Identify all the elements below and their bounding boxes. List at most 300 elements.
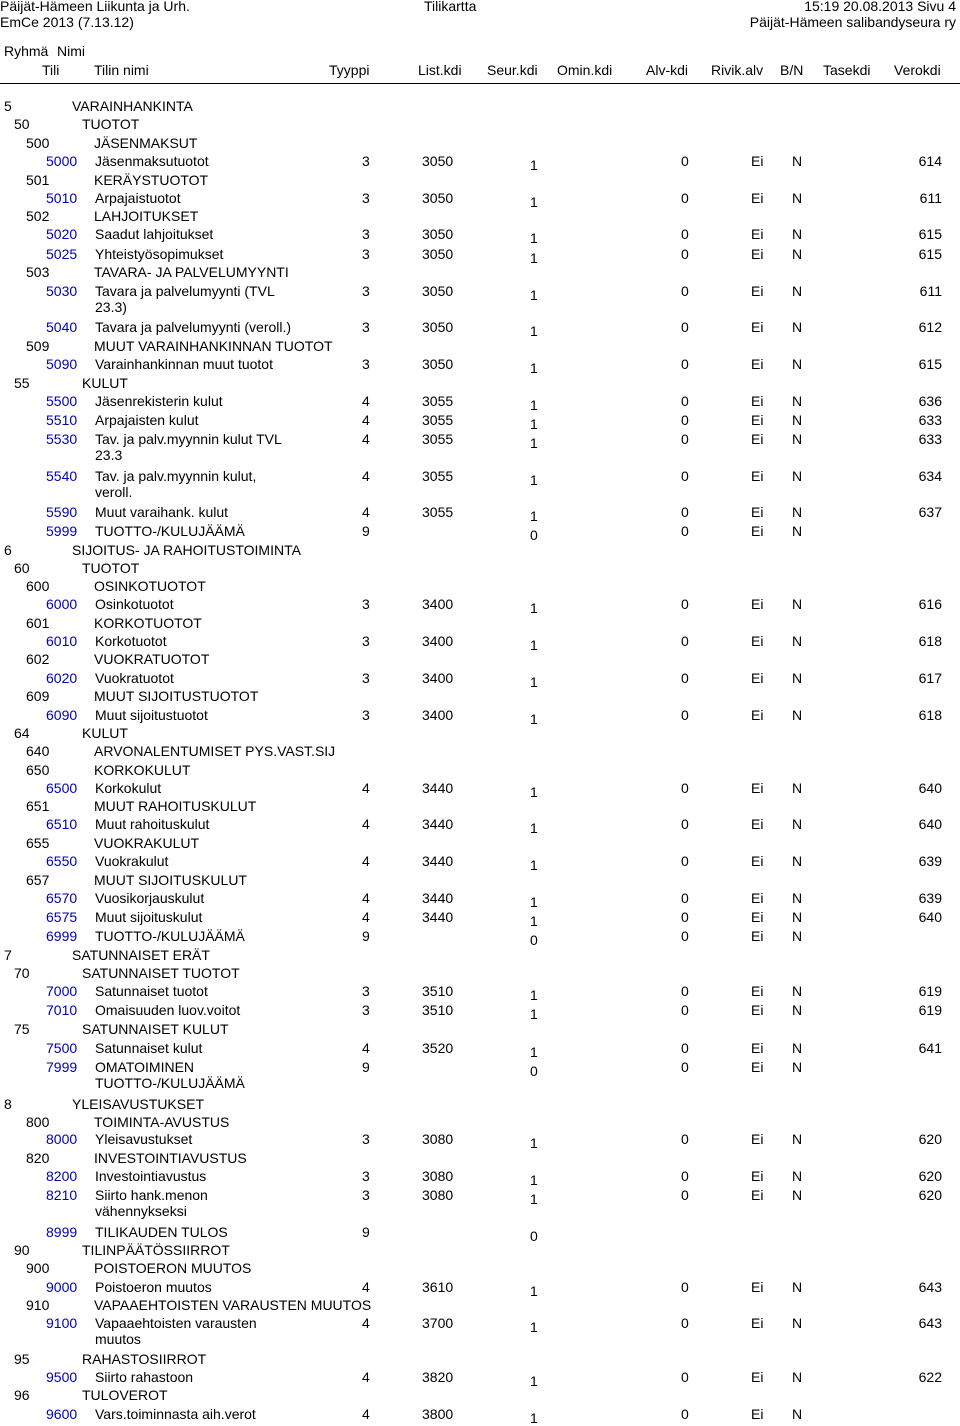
col-verokdi: Verokdi bbox=[894, 62, 941, 78]
omin-kdi: 0 bbox=[681, 816, 689, 832]
account-number: 5590 bbox=[46, 504, 78, 520]
omin-kdi: 0 bbox=[681, 283, 689, 299]
omin-kdi: 0 bbox=[681, 226, 689, 242]
bn-flag: N bbox=[792, 853, 803, 869]
group-row bbox=[0, 578, 960, 596]
account-number: 5020 bbox=[46, 226, 78, 242]
alv-kdi: Ei bbox=[751, 983, 764, 999]
omin-kdi: 0 bbox=[681, 780, 689, 796]
group-name: SATUNNAISET KULUT bbox=[82, 1021, 229, 1037]
group-row bbox=[0, 965, 960, 983]
account-name: Varainhankinnan muut tuotot bbox=[95, 356, 273, 372]
account-row[interactable] bbox=[0, 1168, 960, 1186]
group-name: SIJOITUS- JA RAHOITUSTOIMINTA bbox=[72, 542, 301, 558]
bn-flag: N bbox=[792, 1168, 803, 1184]
alv-kdi: Ei bbox=[751, 1040, 764, 1056]
account-name: Tavara ja palvelumyynti (TVL bbox=[95, 283, 275, 299]
account-name: Saadut lahjoitukset bbox=[95, 226, 214, 242]
verokdi: 633 bbox=[918, 431, 942, 447]
group-code: 651 bbox=[26, 798, 50, 814]
col-bn: B/N bbox=[780, 62, 804, 78]
alv-kdi: Ei bbox=[751, 1168, 764, 1184]
account-name: Poistoeron muutos bbox=[95, 1279, 212, 1295]
verokdi: 620 bbox=[918, 1187, 942, 1203]
account-row[interactable] bbox=[0, 1315, 960, 1347]
account-name: Arpajaisten kulut bbox=[95, 412, 199, 428]
account-number: 9100 bbox=[46, 1315, 78, 1331]
account-number: 9500 bbox=[46, 1369, 78, 1385]
verokdi: 640 bbox=[918, 816, 942, 832]
group-name: OSINKOTUOTOT bbox=[94, 578, 206, 594]
bn-flag: N bbox=[792, 412, 803, 428]
list-kdi: 3050 bbox=[422, 246, 454, 262]
account-name: Siirto rahastoon bbox=[95, 1369, 194, 1385]
group-name: KORKOKULUT bbox=[94, 762, 191, 778]
bn-flag: N bbox=[792, 1059, 803, 1075]
account-name: Satunnaiset kulut bbox=[95, 1040, 203, 1056]
account-row[interactable] bbox=[0, 909, 960, 927]
alv-kdi: Ei bbox=[751, 412, 764, 428]
account-number: 6999 bbox=[46, 928, 78, 944]
account-name-continued: TUOTTO-/KULUJÄÄMÄ bbox=[95, 1075, 245, 1091]
verokdi: 615 bbox=[918, 246, 942, 262]
group-name: TULOVEROT bbox=[82, 1387, 168, 1403]
account-type: 4 bbox=[362, 909, 370, 925]
group-code: 601 bbox=[26, 615, 50, 631]
bn-flag: N bbox=[792, 226, 803, 242]
account-type: 3 bbox=[362, 226, 370, 242]
list-kdi: 3055 bbox=[422, 431, 454, 447]
account-row[interactable] bbox=[0, 393, 960, 411]
group-name: MUUT VARAINHANKINNAN TUOTOT bbox=[94, 338, 333, 354]
account-row[interactable] bbox=[0, 431, 960, 463]
list-kdi: 3055 bbox=[422, 504, 454, 520]
group-name: VARAINHANKINTA bbox=[72, 98, 193, 114]
list-kdi: 3400 bbox=[422, 633, 454, 649]
account-name: Osinkotuotot bbox=[95, 596, 174, 612]
seur-kdi: 1 bbox=[530, 157, 538, 173]
account-number: 5510 bbox=[46, 412, 78, 428]
bn-flag: N bbox=[792, 816, 803, 832]
col-name: Nimi bbox=[57, 43, 85, 59]
header-divider bbox=[0, 83, 960, 84]
group-code: 500 bbox=[26, 135, 50, 151]
verokdi: 614 bbox=[918, 153, 942, 169]
omin-kdi: 0 bbox=[681, 431, 689, 447]
account-type: 3 bbox=[362, 1002, 370, 1018]
verokdi: 639 bbox=[918, 890, 942, 906]
account-row[interactable] bbox=[0, 1002, 960, 1020]
group-code: 5 bbox=[4, 98, 12, 114]
bn-flag: N bbox=[792, 504, 803, 520]
bn-flag: N bbox=[792, 431, 803, 447]
account-row[interactable] bbox=[0, 983, 960, 1001]
list-kdi: 3055 bbox=[422, 412, 454, 428]
account-type: 4 bbox=[362, 853, 370, 869]
col-account: Tili bbox=[42, 62, 60, 78]
bn-flag: N bbox=[792, 1002, 803, 1018]
account-number: 5500 bbox=[46, 393, 78, 409]
alv-kdi: Ei bbox=[751, 504, 764, 520]
list-kdi: 3800 bbox=[422, 1406, 454, 1422]
group-row bbox=[0, 651, 960, 669]
alv-kdi: Ei bbox=[751, 1002, 764, 1018]
col-rivik-alv: Rivik.alv bbox=[711, 62, 764, 78]
account-row[interactable] bbox=[0, 1131, 960, 1149]
group-code: 900 bbox=[26, 1260, 50, 1276]
group-row bbox=[0, 743, 960, 761]
account-row[interactable] bbox=[0, 816, 960, 834]
group-row bbox=[0, 1297, 960, 1315]
group-row bbox=[0, 542, 960, 560]
alv-kdi: Ei bbox=[751, 1315, 764, 1331]
account-type: 4 bbox=[362, 890, 370, 906]
group-code: 600 bbox=[26, 578, 50, 594]
account-row[interactable] bbox=[0, 670, 960, 688]
account-number: 5540 bbox=[46, 468, 78, 484]
group-name: MUUT RAHOITUSKULUT bbox=[94, 798, 257, 814]
list-kdi: 3050 bbox=[422, 153, 454, 169]
account-type: 3 bbox=[362, 707, 370, 723]
seur-kdi: 1 bbox=[530, 674, 538, 690]
alv-kdi: Ei bbox=[751, 431, 764, 447]
group-code: 75 bbox=[14, 1021, 30, 1037]
group-name: JÄSENMAKSUT bbox=[94, 135, 198, 151]
bn-flag: N bbox=[792, 707, 803, 723]
seur-kdi: 1 bbox=[530, 397, 538, 413]
verokdi: 643 bbox=[918, 1315, 942, 1331]
account-type: 4 bbox=[362, 1315, 370, 1331]
bn-flag: N bbox=[792, 356, 803, 372]
group-code: 70 bbox=[14, 965, 30, 981]
account-row[interactable] bbox=[0, 523, 960, 541]
group-row bbox=[0, 116, 960, 134]
bn-flag: N bbox=[792, 1315, 803, 1331]
col-account-name: Tilin nimi bbox=[94, 62, 149, 78]
omin-kdi: 0 bbox=[681, 1315, 689, 1331]
list-kdi: 3055 bbox=[422, 393, 454, 409]
list-kdi: 3820 bbox=[422, 1369, 454, 1385]
verokdi: 615 bbox=[918, 356, 942, 372]
account-row[interactable] bbox=[0, 1059, 960, 1091]
account-type: 3 bbox=[362, 190, 370, 206]
account-type: 3 bbox=[362, 983, 370, 999]
account-row[interactable] bbox=[0, 356, 960, 374]
verokdi: 611 bbox=[919, 190, 942, 206]
alv-kdi: Ei bbox=[751, 890, 764, 906]
seur-kdi: 1 bbox=[530, 435, 538, 451]
alv-kdi: Ei bbox=[751, 246, 764, 262]
col-list-kdi: List.kdi bbox=[418, 62, 462, 78]
account-name: Muut varaihank. kulut bbox=[95, 504, 229, 520]
group-code: 800 bbox=[26, 1114, 50, 1130]
omin-kdi: 0 bbox=[681, 1168, 689, 1184]
list-kdi: 3400 bbox=[422, 596, 454, 612]
account-row[interactable] bbox=[0, 1187, 960, 1219]
bn-flag: N bbox=[792, 633, 803, 649]
group-row bbox=[0, 172, 960, 190]
group-name: KERÄYSTUOTOT bbox=[94, 172, 209, 188]
group-code: 6 bbox=[4, 542, 12, 558]
account-name: Tavara ja palvelumyynti (veroll.) bbox=[95, 319, 292, 335]
omin-kdi: 0 bbox=[681, 1059, 689, 1075]
omin-kdi: 0 bbox=[681, 1002, 689, 1018]
group-row bbox=[0, 560, 960, 578]
alv-kdi: Ei bbox=[751, 523, 764, 539]
bn-flag: N bbox=[792, 890, 803, 906]
account-type: 4 bbox=[362, 504, 370, 520]
org-name: Päijät-Hämeen Liikunta ja Urh. bbox=[0, 0, 190, 14]
group-row bbox=[0, 1260, 960, 1278]
account-row[interactable] bbox=[0, 853, 960, 871]
account-row[interactable] bbox=[0, 1224, 960, 1242]
alv-kdi: Ei bbox=[751, 707, 764, 723]
account-name: Muut rahoituskulut bbox=[95, 816, 210, 832]
account-type: 4 bbox=[362, 468, 370, 484]
alv-kdi: Ei bbox=[751, 1059, 764, 1075]
account-row[interactable] bbox=[0, 504, 960, 522]
account-name: Omaisuuden luov.voitot bbox=[95, 1002, 241, 1018]
alv-kdi: Ei bbox=[751, 1187, 764, 1203]
group-row bbox=[0, 798, 960, 816]
seur-kdi: 1 bbox=[530, 600, 538, 616]
account-row[interactable] bbox=[0, 780, 960, 798]
account-row[interactable] bbox=[0, 633, 960, 651]
account-number: 5025 bbox=[46, 246, 78, 262]
account-row[interactable] bbox=[0, 707, 960, 725]
account-number: 8200 bbox=[46, 1168, 78, 1184]
group-row bbox=[0, 1114, 960, 1132]
account-name-continued: 23.3) bbox=[95, 299, 127, 315]
account-name: OMATOIMINEN bbox=[95, 1059, 195, 1075]
alv-kdi: Ei bbox=[751, 670, 764, 686]
bn-flag: N bbox=[792, 780, 803, 796]
seur-kdi: 1 bbox=[530, 323, 538, 339]
omin-kdi: 0 bbox=[681, 670, 689, 686]
account-row[interactable] bbox=[0, 928, 960, 946]
group-name: SATUNNAISET TUOTOT bbox=[82, 965, 240, 981]
omin-kdi: 0 bbox=[681, 1369, 689, 1385]
group-code: 602 bbox=[26, 651, 50, 667]
account-row[interactable] bbox=[0, 596, 960, 614]
list-kdi: 3050 bbox=[422, 190, 454, 206]
verokdi: 637 bbox=[918, 504, 942, 520]
account-name-continued: 23.3 bbox=[95, 447, 123, 463]
group-row bbox=[0, 725, 960, 743]
account-row[interactable] bbox=[0, 412, 960, 430]
account-number: 9000 bbox=[46, 1279, 78, 1295]
account-type: 3 bbox=[362, 153, 370, 169]
alv-kdi: Ei bbox=[751, 153, 764, 169]
group-row bbox=[0, 208, 960, 226]
group-row bbox=[0, 264, 960, 282]
bn-flag: N bbox=[792, 1040, 803, 1056]
group-name: TOIMINTA-AVUSTUS bbox=[94, 1114, 230, 1130]
account-row[interactable] bbox=[0, 319, 960, 337]
verokdi: 620 bbox=[918, 1131, 942, 1147]
omin-kdi: 0 bbox=[681, 319, 689, 335]
alv-kdi: Ei bbox=[751, 226, 764, 242]
account-type: 3 bbox=[362, 283, 370, 299]
seur-kdi: 1 bbox=[530, 857, 538, 873]
account-number: 7999 bbox=[46, 1059, 78, 1075]
omin-kdi: 0 bbox=[681, 1040, 689, 1056]
account-row[interactable] bbox=[0, 283, 960, 315]
verokdi: 617 bbox=[918, 670, 942, 686]
account-name: TUOTTO-/KULUJÄÄMÄ bbox=[95, 928, 245, 944]
seur-kdi: 0 bbox=[530, 1228, 538, 1244]
alv-kdi: Ei bbox=[751, 468, 764, 484]
seur-kdi: 1 bbox=[530, 1044, 538, 1060]
group-row bbox=[0, 947, 960, 965]
list-kdi: 3050 bbox=[422, 356, 454, 372]
group-name: KULUT bbox=[82, 375, 128, 391]
account-type: 4 bbox=[362, 393, 370, 409]
account-row[interactable] bbox=[0, 1406, 960, 1424]
alv-kdi: Ei bbox=[751, 283, 764, 299]
account-name: Satunnaiset tuotot bbox=[95, 983, 208, 999]
omin-kdi: 0 bbox=[681, 928, 689, 944]
list-kdi: 3610 bbox=[422, 1279, 454, 1295]
omin-kdi: 0 bbox=[681, 633, 689, 649]
account-type: 4 bbox=[362, 780, 370, 796]
account-row[interactable] bbox=[0, 190, 960, 208]
verokdi: 620 bbox=[918, 1168, 942, 1184]
group-code: 55 bbox=[14, 375, 30, 391]
group-code: 96 bbox=[14, 1387, 30, 1403]
account-number: 8000 bbox=[46, 1131, 78, 1147]
bn-flag: N bbox=[792, 1131, 803, 1147]
verokdi: 634 bbox=[918, 468, 942, 484]
alv-kdi: Ei bbox=[751, 928, 764, 944]
report-title: Tilikartta bbox=[424, 0, 477, 14]
group-row bbox=[0, 1351, 960, 1369]
verokdi: 618 bbox=[918, 707, 942, 723]
seur-kdi: 1 bbox=[530, 287, 538, 303]
account-number: 5530 bbox=[46, 431, 78, 447]
verokdi: 643 bbox=[918, 1279, 942, 1295]
omin-kdi: 0 bbox=[681, 356, 689, 372]
account-type: 3 bbox=[362, 633, 370, 649]
group-row bbox=[0, 762, 960, 780]
account-name: Jäsenmaksutuotot bbox=[95, 153, 209, 169]
group-name: TILINPÄÄTÖSSIIRROT bbox=[82, 1242, 230, 1258]
alv-kdi: Ei bbox=[751, 1369, 764, 1385]
account-number: 6500 bbox=[46, 780, 78, 796]
alv-kdi: Ei bbox=[751, 190, 764, 206]
account-row[interactable] bbox=[0, 226, 960, 244]
list-kdi: 3440 bbox=[422, 890, 454, 906]
group-code: 64 bbox=[14, 725, 30, 741]
seur-kdi: 1 bbox=[530, 360, 538, 376]
alv-kdi: Ei bbox=[751, 816, 764, 832]
account-row[interactable] bbox=[0, 153, 960, 171]
account-type: 9 bbox=[362, 1059, 370, 1075]
omin-kdi: 0 bbox=[681, 707, 689, 723]
omin-kdi: 0 bbox=[681, 523, 689, 539]
account-row[interactable] bbox=[0, 1279, 960, 1297]
account-name: Vars.toiminnasta aih.verot bbox=[95, 1406, 256, 1422]
group-row bbox=[0, 1150, 960, 1168]
group-name: TUOTOT bbox=[82, 560, 140, 576]
omin-kdi: 0 bbox=[681, 909, 689, 925]
omin-kdi: 0 bbox=[681, 1187, 689, 1203]
verokdi: 633 bbox=[918, 412, 942, 428]
verokdi: 616 bbox=[918, 596, 942, 612]
account-name: Vuosikorjauskulut bbox=[95, 890, 205, 906]
group-code: 7 bbox=[4, 947, 12, 963]
group-code: 95 bbox=[14, 1351, 30, 1367]
account-row[interactable] bbox=[0, 1040, 960, 1058]
account-row[interactable] bbox=[0, 246, 960, 264]
account-name: Siirto hank.menon bbox=[95, 1187, 208, 1203]
account-name: Korkotuotot bbox=[95, 633, 167, 649]
seur-kdi: 1 bbox=[530, 1191, 538, 1207]
omin-kdi: 0 bbox=[681, 853, 689, 869]
account-name: Investointiavustus bbox=[95, 1168, 207, 1184]
bn-flag: N bbox=[792, 283, 803, 299]
group-row bbox=[0, 375, 960, 393]
col-seur-kdi: Seur.kdi bbox=[487, 62, 538, 78]
account-type: 3 bbox=[362, 1131, 370, 1147]
group-code: 650 bbox=[26, 762, 50, 778]
verokdi: 640 bbox=[918, 909, 942, 925]
group-name: VUOKRAKULUT bbox=[94, 835, 200, 851]
list-kdi: 3700 bbox=[422, 1315, 454, 1331]
verokdi: 641 bbox=[918, 1040, 942, 1056]
omin-kdi: 0 bbox=[681, 1131, 689, 1147]
account-name-continued: vähennykseksi bbox=[95, 1203, 187, 1219]
account-row[interactable] bbox=[0, 1369, 960, 1387]
seur-kdi: 1 bbox=[530, 784, 538, 800]
group-code: 503 bbox=[26, 264, 50, 280]
account-type: 9 bbox=[362, 928, 370, 944]
account-name: Vuokrakulut bbox=[95, 853, 169, 869]
group-name: ARVONALENTUMISET PYS.VAST.SIJ bbox=[94, 743, 336, 759]
bn-flag: N bbox=[792, 393, 803, 409]
group-row bbox=[0, 1021, 960, 1039]
account-type: 4 bbox=[362, 1279, 370, 1295]
seur-kdi: 1 bbox=[530, 194, 538, 210]
account-row[interactable] bbox=[0, 890, 960, 908]
seur-kdi: 0 bbox=[530, 932, 538, 948]
list-kdi: 3440 bbox=[422, 909, 454, 925]
seur-kdi: 1 bbox=[530, 1135, 538, 1151]
account-name-continued: muutos bbox=[95, 1331, 141, 1347]
omin-kdi: 0 bbox=[681, 246, 689, 262]
bn-flag: N bbox=[792, 596, 803, 612]
verokdi: 619 bbox=[918, 983, 942, 999]
list-kdi: 3440 bbox=[422, 816, 454, 832]
verokdi: 612 bbox=[918, 319, 942, 335]
group-name: RAHASTOSIIRROT bbox=[82, 1351, 207, 1367]
account-type: 9 bbox=[362, 523, 370, 539]
account-number: 5030 bbox=[46, 283, 78, 299]
account-name: Yhteistyösopimukset bbox=[95, 246, 224, 262]
bn-flag: N bbox=[792, 1369, 803, 1385]
group-row bbox=[0, 835, 960, 853]
verokdi: 618 bbox=[918, 633, 942, 649]
bn-flag: N bbox=[792, 319, 803, 335]
account-type: 3 bbox=[362, 319, 370, 335]
account-row[interactable] bbox=[0, 468, 960, 500]
seur-kdi: 1 bbox=[530, 987, 538, 1003]
omin-kdi: 0 bbox=[681, 468, 689, 484]
account-number: 5040 bbox=[46, 319, 78, 335]
group-name: LAHJOITUKSET bbox=[94, 208, 199, 224]
bn-flag: N bbox=[792, 153, 803, 169]
account-name: Jäsenrekisterin kulut bbox=[95, 393, 223, 409]
